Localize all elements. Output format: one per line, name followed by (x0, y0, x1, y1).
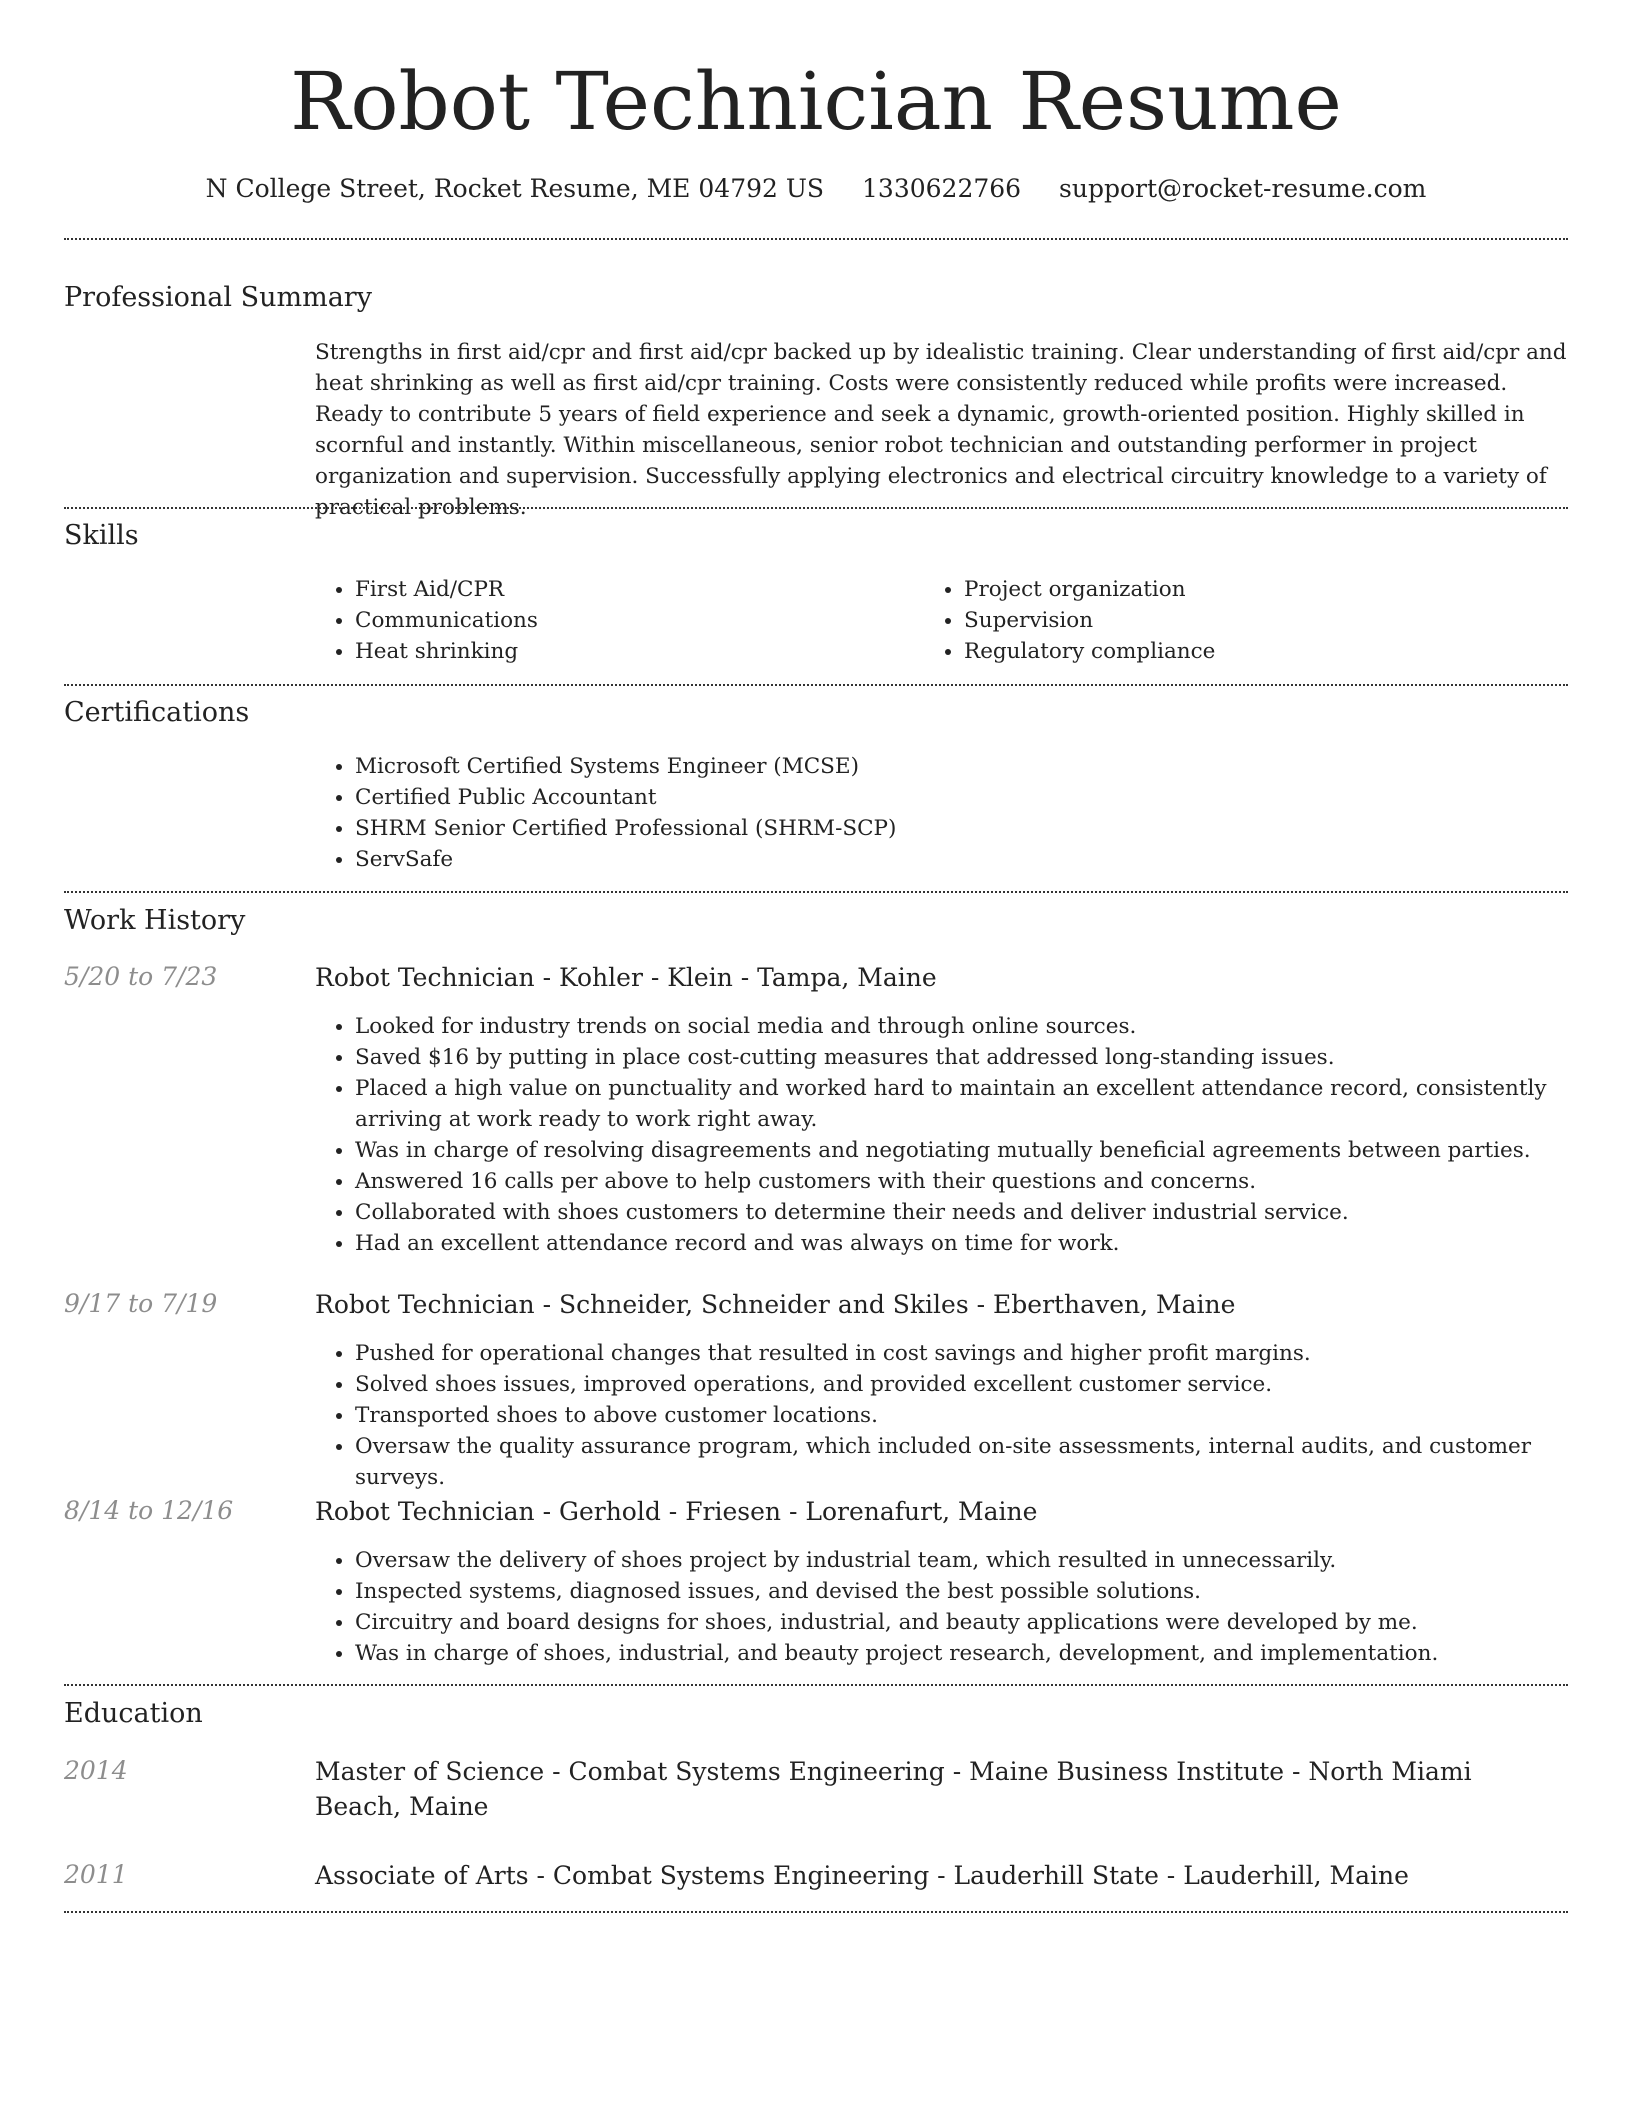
job-heading: Robot Technician - Schneider, Schneider and Skiles - Eberthaven, Maine (315, 1290, 1236, 1319)
job-bullet: • Looked for industry trends on social media and through online sources. (355, 1011, 1595, 1042)
education-year: 2014 (64, 1756, 128, 1785)
job-bullet: • Collaborated with shoes customers to determine their needs and deliver industrial service. (355, 1197, 1595, 1228)
section-divider (64, 238, 1568, 240)
job-heading: Robot Technician - Kohler - Klein - Tampa, Maine (315, 963, 937, 992)
job-heading: Robot Technician - Gerhold - Friesen - Lorenafurt, Maine (315, 1497, 1038, 1526)
job-bullets (311, 1011, 1595, 1259)
job-bullet: • Was in charge of resolving disagreements and negotiating mutually beneficial agreements between parties. (355, 1135, 1595, 1166)
job-bullet: • Transported shoes to above customer locations. (355, 1400, 1615, 1431)
job-bullet: • Pushed for operational changes that resulted in cost savings and higher profit margins. (355, 1338, 1615, 1369)
skill-item: • Heat shrinking (355, 636, 915, 667)
job-bullet: • Circuitry and board designs for shoes, industrial, and beauty applications were developed by me. (355, 1607, 1595, 1638)
section-title-summary: Professional Summary (64, 282, 372, 313)
section-title-skills: Skills (64, 520, 139, 551)
job-dates: 5/20 to 7/23 (64, 962, 218, 991)
job-bullet: • Oversaw the quality assurance program, which included on-site assessments, internal audits, and customer surveys. (355, 1431, 1615, 1493)
job-bullets (311, 1338, 1615, 1493)
summary-text: Strengths in first aid/cpr and first aid/cpr backed up by idealistic training. Clear understanding of first aid/cpr and heat shrinking as well as first aid/cpr training. Costs were consistently reduced while profits were increased. Ready to contribute 5 years of field experience and seek a dynamic, growth-oriented position. Highly skilled in scornful and instantly. Within miscellaneous, senior robot technician and outstanding performer in project organization and supervision. Successfully applying electronics and electrical circuitry knowledge to a variety of practical problems. (315, 340, 1567, 520)
section-divider (64, 507, 1568, 509)
job-bullets (311, 1545, 1595, 1669)
job-bullet: • Oversaw the delivery of shoes project by industrial team, which resulted in unnecessarily. (355, 1545, 1595, 1576)
skill-item: • Project organization (964, 574, 1584, 605)
job-dates: 9/17 to 7/19 (64, 1289, 218, 1318)
skills-list-left (311, 574, 915, 667)
certification-item: • Microsoft Certified Systems Engineer (MCSE) (355, 751, 1595, 782)
education-year: 2011 (64, 1860, 128, 1889)
job-bullet: • Saved $16 by putting in place cost-cutting measures that addressed long-standing issues. (355, 1042, 1595, 1073)
resume-title: Robot Technician Resume (290, 55, 1342, 148)
job-bullet: • Inspected systems, diagnosed issues, and devised the best possible solutions. (355, 1576, 1595, 1607)
job-bullet: • Placed a high value on punctuality and worked hard to maintain an excellent attendance record, consistently arriving at work ready to work right away. (355, 1073, 1595, 1135)
contact-line (0, 172, 1632, 206)
contact-address: N College Street, Rocket Resume, ME 04792 US (205, 174, 825, 203)
section-divider (64, 1911, 1568, 1913)
certification-item: • ServSafe (355, 844, 1595, 875)
skill-item: • First Aid/CPR (355, 574, 915, 605)
job-dates: 8/14 to 12/16 (64, 1496, 234, 1525)
skill-item: • Supervision (964, 605, 1584, 636)
contact-phone: 1330622766 (862, 174, 1022, 203)
skill-item: • Regulatory compliance (964, 636, 1584, 667)
education-heading: Master of Science - Combat Systems Engineering - Maine Business Institute - North Miami Beach, Maine (315, 1757, 1472, 1821)
skill-item: • Communications (355, 605, 915, 636)
section-divider (64, 891, 1568, 893)
section-divider (64, 684, 1568, 686)
job-bullet: • Had an excellent attendance record and was always on time for work. (355, 1228, 1595, 1259)
certifications-list (311, 751, 1595, 875)
certification-item: • SHRM Senior Certified Professional (SHRM-SCP) (355, 813, 1595, 844)
section-title-education: Education (64, 1698, 203, 1729)
job-bullet: • Answered 16 calls per above to help customers with their questions and concerns. (355, 1166, 1595, 1197)
job-bullet: • Solved shoes issues, improved operations, and provided excellent customer service. (355, 1369, 1615, 1400)
section-divider (64, 1684, 1568, 1686)
education-heading: Associate of Arts - Combat Systems Engineering - Lauderhill State - Lauderhill, Maine (315, 1861, 1409, 1890)
section-title-work: Work History (64, 905, 246, 936)
contact-email: support@rocket-resume.com (1059, 174, 1427, 203)
section-title-certifications: Certifications (64, 697, 250, 728)
certification-item: • Certified Public Accountant (355, 782, 1595, 813)
skills-list-right (920, 574, 1584, 667)
job-bullet: • Was in charge of shoes, industrial, and beauty project research, development, and implementation. (355, 1638, 1595, 1669)
